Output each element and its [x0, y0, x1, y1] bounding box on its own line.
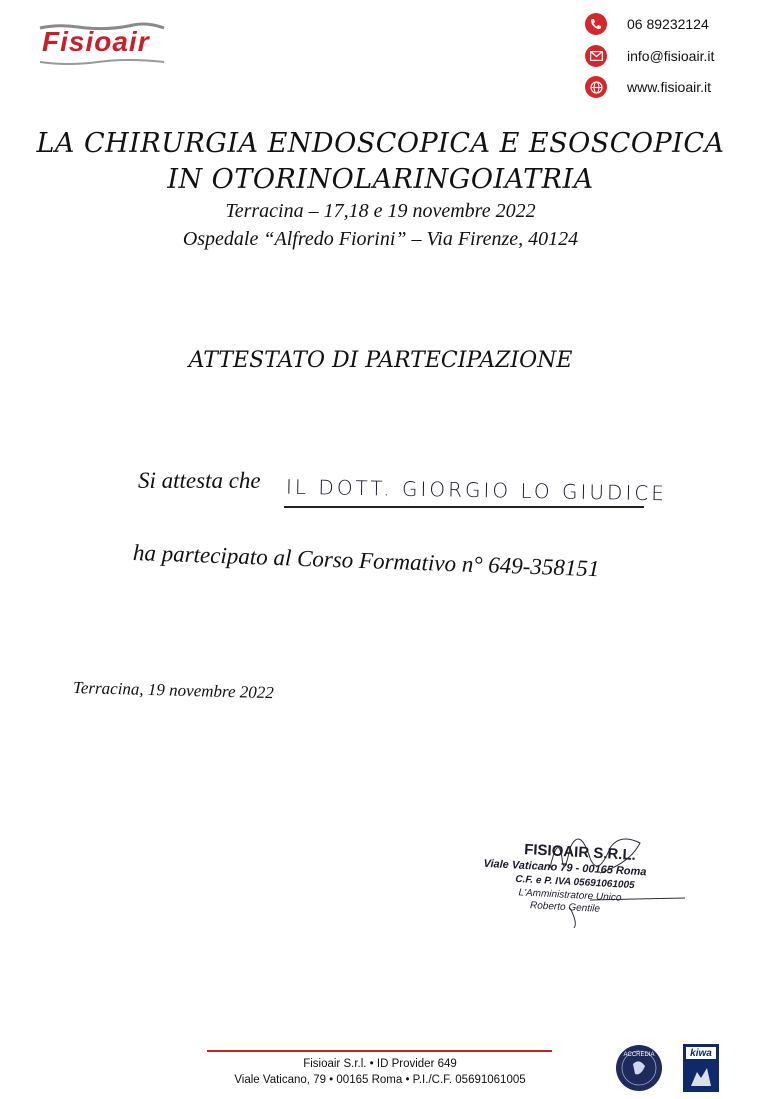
fisioair-logo — [38, 22, 168, 66]
website-url: www.fisioair.it — [627, 79, 712, 95]
contact-phone — [585, 12, 709, 36]
logo-text: Fisioair — [42, 26, 150, 57]
accredia-badge-icon — [615, 1044, 663, 1092]
participant-name: IL DOTT. GIORGIO LO GIUDICE — [285, 474, 668, 506]
phone-icon — [585, 13, 607, 35]
course-title-line1: LA CHIRURGIA ENDOSCOPICA E ESOSCOPICA — [36, 128, 725, 159]
attest-prefix: Si attesta che — [138, 468, 261, 493]
footer-line2: Viale Vaticano, 79 • 00165 Roma • P.I./C.F. 05691061005 — [234, 1074, 526, 1086]
email-address: info@fisioair.it — [627, 48, 715, 64]
company-stamp — [470, 828, 690, 928]
certificate-heading: ATTESTATO DI PARTECIPAZIONE — [188, 348, 573, 373]
stamp-role: L'Amministratore Unico — [518, 887, 622, 904]
stamp-vat: C.F. e P. IVA 05691061005 — [515, 873, 635, 892]
accredia-badge-text: ACCREDIA — [623, 1052, 655, 1058]
place-date: Terracina, 19 novembre 2022 — [72, 678, 275, 703]
stamp-name: Roberto Gentile — [529, 900, 601, 915]
stamp-address: Viale Vaticano 79 - 00165 Roma — [483, 857, 647, 879]
participant-underline — [284, 506, 644, 508]
email-icon — [585, 45, 607, 67]
footer-divider — [207, 1050, 552, 1052]
footer-line1: Fisioair S.r.l. • ID Provider 649 — [303, 1058, 457, 1070]
course-dates: Terracina – 17,18 e 19 novembre 2022 — [225, 200, 536, 222]
participation-statement: ha partecipato al Corso Formativo n° 649-358151 — [132, 540, 600, 582]
course-title-line2: IN OTORINOLARINGOIATRIA — [167, 164, 594, 195]
globe-icon — [585, 76, 607, 98]
kiwa-badge-text: kiwa — [690, 1047, 712, 1059]
stamp-company: FISIOAIR S.R.L. — [523, 841, 637, 864]
phone-number: 06 89232124 — [627, 16, 709, 32]
kiwa-badge-icon — [683, 1044, 719, 1092]
contact-website — [585, 75, 711, 99]
contact-email — [585, 44, 714, 68]
course-venue: Ospedale “Alfredo Fiorini” – Via Firenze, 40124 — [182, 228, 579, 250]
